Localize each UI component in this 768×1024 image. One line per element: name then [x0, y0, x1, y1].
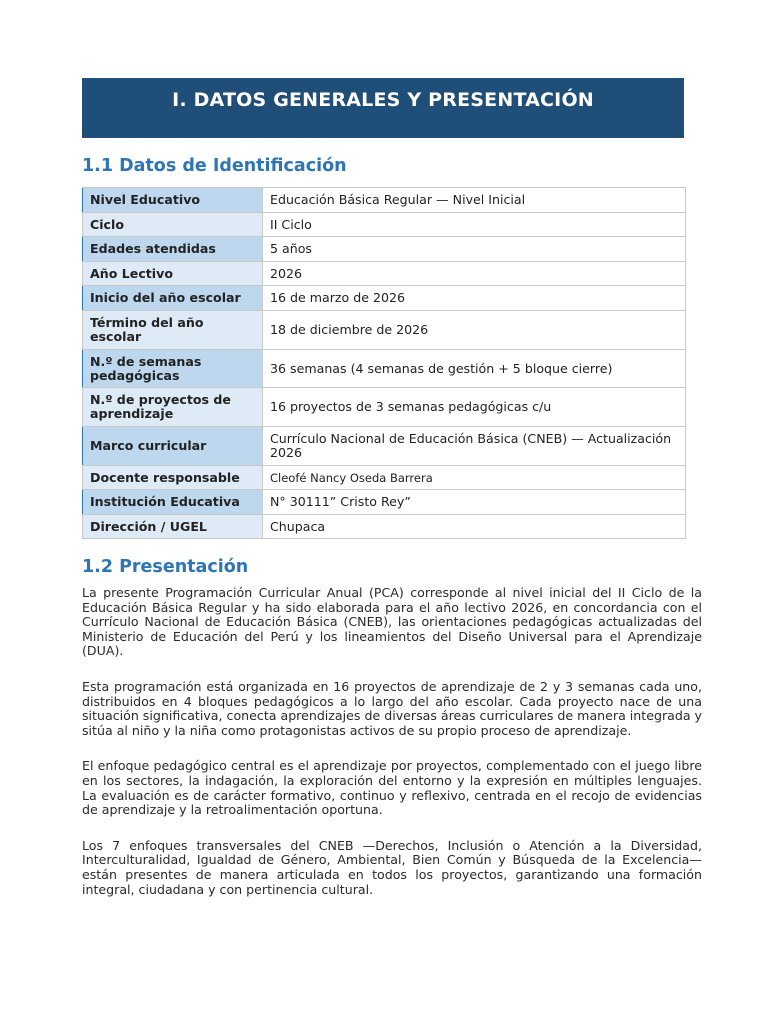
table-row	[83, 466, 686, 490]
section-banner	[82, 78, 684, 138]
row-label: Dirección / UGEL	[83, 515, 263, 539]
row-value: N° 30111” Cristo Rey”	[263, 490, 686, 515]
table-row	[83, 237, 686, 262]
row-value: 5 años	[263, 237, 686, 262]
paragraph: El enfoque pedagógico central es el aprendizaje por proyectos, complementado con el juego libre en los sectores, la indagación, la exploración del entorno y la expresión en múltiples lenguajes. La evaluación es de carácter formativo, continuo y reflexivo, centrada en el recojo de evidencias de aprendizaje y la retroalimentación oportuna.	[82, 758, 702, 818]
row-label: Marco curricular	[83, 427, 263, 466]
section-2-title: 1.2 Presentación	[82, 557, 249, 577]
paragraph: Los 7 enfoques transversales del CNEB —Derechos, Inclusión o Atención a la Diversidad, Interculturalidad, Igualdad de Género, Ambiental, Bien Común y Búsqueda de la Excelencia— están presentes de manera articulada en todos los proyectos, garantizando una formación integral, ciudadana y con pertinencia cultural.	[82, 837, 702, 897]
row-label: Año Lectivo	[83, 262, 263, 286]
table-row	[83, 213, 686, 237]
table-row	[83, 311, 686, 350]
table-row	[83, 188, 686, 213]
row-value: Currículo Nacional de Educación Básica (CNEB) — Actualización 2026	[263, 427, 686, 466]
row-label: Institución Educativa	[83, 490, 263, 515]
paragraph: La presente Programación Curricular Anual (PCA) corresponde al nivel inicial del II Ciclo de la Educación Básica Regular y ha sido elaborada para el año lectivo 2026, en concordancia con el Currículo Nacional de Educación Básica (CNEB), las orientaciones pedagógicas actualizadas del Ministerio de Educación del Perú y los lineamientos del Diseño Universal para el Aprendizaje (DUA).	[82, 585, 702, 659]
row-label: Docente responsable	[83, 466, 263, 490]
row-value: II Ciclo	[263, 213, 686, 237]
row-value: Cleofé Nancy Oseda Barrera	[263, 466, 686, 490]
table-row	[83, 286, 686, 311]
row-value: Educación Básica Regular — Nivel Inicial	[263, 188, 686, 213]
row-label: Nivel Educativo	[83, 188, 263, 213]
table-row	[83, 262, 686, 286]
table-row	[83, 490, 686, 515]
banner-title: I. DATOS GENERALES Y PRESENTACIÓN	[172, 89, 594, 111]
table-row	[83, 388, 686, 427]
row-label: Ciclo	[83, 213, 263, 237]
identification-table	[82, 187, 686, 539]
section-1-title: 1.1 Datos de Identificación	[82, 156, 347, 176]
row-value: 36 semanas (4 semanas de gestión + 5 bloque cierre)	[263, 350, 686, 388]
row-label: Inicio del año escolar	[83, 286, 263, 311]
row-label: Edades atendidas	[83, 237, 263, 262]
row-value: 16 proyectos de 3 semanas pedagógicas c/u	[263, 388, 686, 427]
presentation-body	[82, 586, 702, 918]
row-value: 18 de diciembre de 2026	[263, 311, 686, 350]
table-row	[83, 427, 686, 466]
row-value: Chupaca	[263, 515, 686, 539]
row-label: N.º de proyectos de aprendizaje	[83, 388, 263, 427]
row-label: Término del año escolar	[83, 311, 263, 350]
table-row	[83, 350, 686, 388]
row-value: 16 de marzo de 2026	[263, 286, 686, 311]
row-label: N.º de semanas pedagógicas	[83, 350, 263, 388]
row-value: 2026	[263, 262, 686, 286]
paragraph: Esta programación está organizada en 16 proyectos de aprendizaje de 2 y 3 semanas cada uno, distribuidos en 4 bloques pedagógicos a lo largo del año escolar. Cada proyecto nace de una situación significativa, conecta aprendizajes de diversas áreas curriculares de manera integrada y sitúa al niño y la niña como protagonistas activos de su propio proceso de aprendizaje.	[82, 678, 703, 738]
table-row	[83, 515, 686, 539]
